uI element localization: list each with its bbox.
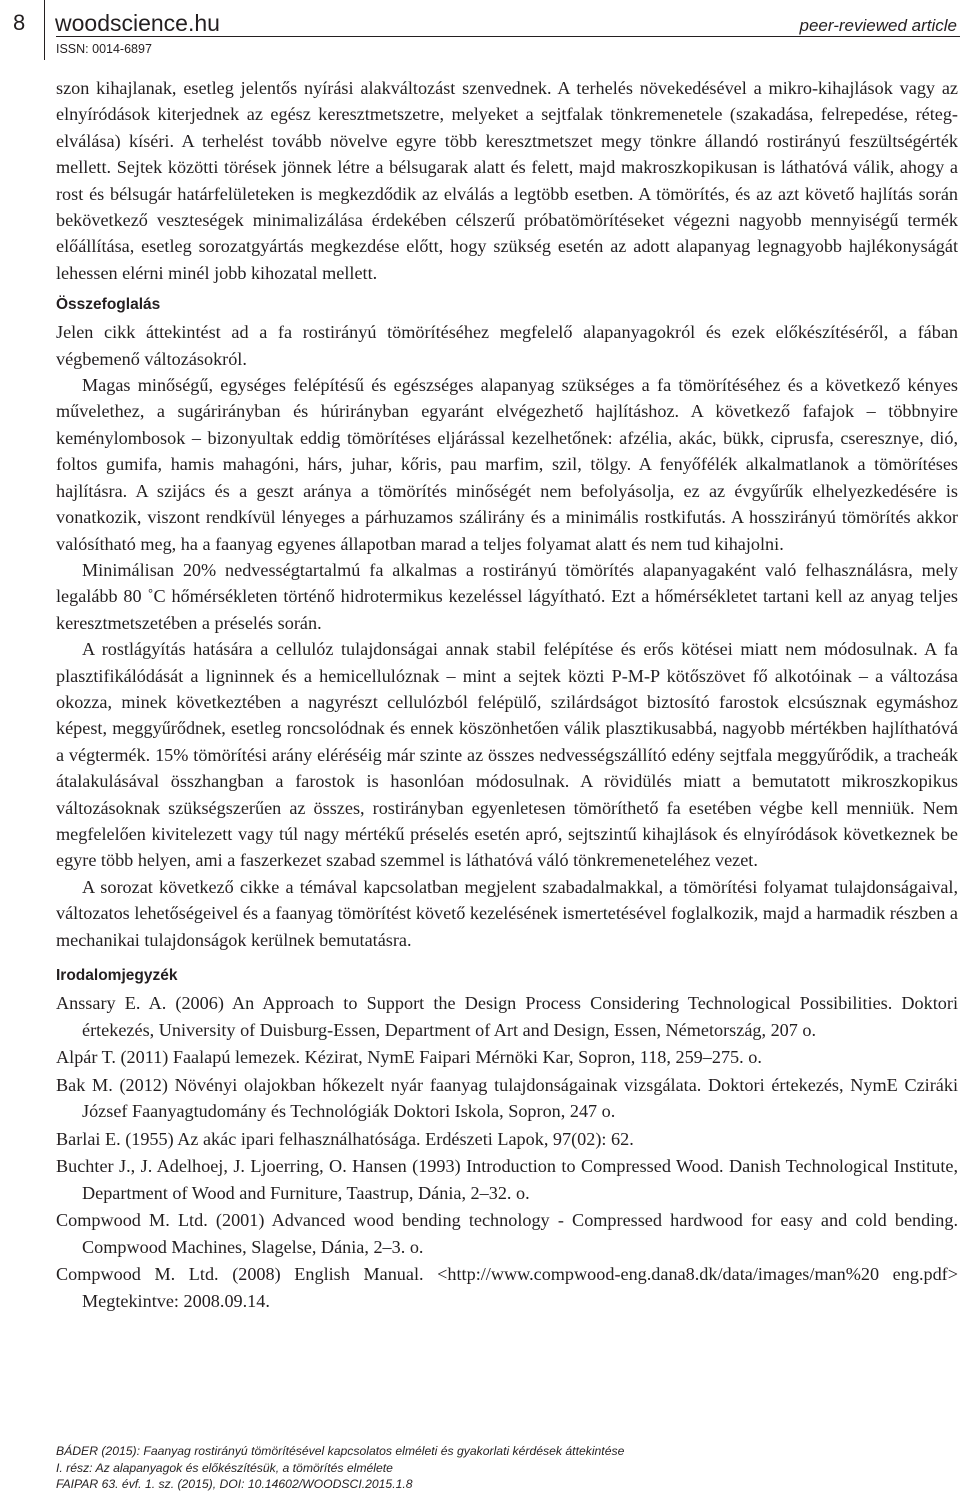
- reference-item: Bak M. (2012) Növényi olajokban hőkezelt nyár faanyag tulajdonságainak vizsgálata. Doktori értekezés, NymE Cziráki József Faanyagtudomány és Technológiák Doktori Iskola, Sopron, 247 o.: [56, 1074, 958, 1121]
- reference-item: Barlai E. (1955) Az akác ipari felhasználhatósága. Erdészeti Lapok, 97(02): 62.: [56, 1128, 634, 1149]
- reference-item: Compwood M. Ltd. (2001) Advanced wood bending technology - Compressed hardwood for easy and cold bending. Compwood Machines, Slagelse, Dánia, 2–3. o.: [56, 1210, 958, 1257]
- summary-paragraph: Jelen cikk áttekintést ad a fa rostirányú tömörítéséhez megfelelő alapanyagokról és ezek előkészítéséről, a fában végbemenő változásokról.: [56, 322, 958, 369]
- reference-item: Compwood M. Ltd. (2008) English Manual. <http://www.compwood-eng.dana8.dk/data/images/man%20 eng.pdf> Megtekintve: 2008.09.14.: [56, 1264, 958, 1311]
- page-footer: [56, 1443, 956, 1493]
- site-name: woodscience.hu: [55, 10, 220, 36]
- footer-citation: BÁDER (2015): Faanyag rostirányú tömörítésével kapcsolatos elméleti és gyakorlati kérdések áttekintése: [56, 1444, 625, 1458]
- header-vertical-rule: [44, 0, 45, 60]
- issn: ISSN: 0014-6897: [56, 42, 152, 56]
- header-rule: [56, 36, 960, 37]
- summary-paragraph: Minimálisan 20% nedvességtartalmú fa alkalmas a rostirányú tömörítés alapanyagaként való felhasználásra, mely legalább 80 ˚C hőmérsékleten történő hidrotermikus kezeléssel lágyítható. Ezt a hőmérsékletet tartani kell az anyag teljes keresztmetszetében a préselés során.: [56, 559, 958, 633]
- summary-heading: Összefoglalás: [56, 296, 161, 314]
- page-header: [0, 0, 960, 62]
- footer-part: I. rész: Az alapanyagok és előkészítésük, a tömörítés elmélete: [56, 1460, 393, 1475]
- article-body: [56, 75, 958, 1315]
- reference-item: Anssary E. A. (2006) An Approach to Support the Design Process Considering Technological Possibilities. Doktori értekezés, University of Duisburg-Essen, Department of Art and Design, Essen, Németország, 207 o.: [56, 993, 958, 1040]
- references-heading: Irodalomjegyzék: [56, 967, 178, 984]
- intro-paragraph: szon kihajlanak, esetleg jelentős nyírási alakváltozást szenvednek. A terhelés növekedésével a mikro-kihajlások vagy az elnyíródások kiterjednek az egész keresztmetszetre, melyeket a sejtfalak tönkremenetele (szakadása, felrepedése, réteg-elválása) kíséri. A terhelést tovább növelve egyre több keresztmetszet megy tönkre állandó rostirányú feszültségérték mellett. Sejtek közötti törések jönnek létre a bélsugarak alatt és felett, majd makroszkopikusan is láthatóvá válik, ahogy a rost és bélsugár határfelületeken is megkezdődik az elválás a legtöbb esetben. A tömörítés, és az azt követő hajlítás során bekövetkező veszteségek minimalizálása érdekében célszerű próbatömörítéseket végezni nagyobb mennyiségű termék előállítása, esetleg sorozatgyártás megkezdése előtt, hogy szükség esetén az adott alapanyag legnagyobb hajlékonyságát lehessen elérni minél jobb kihozatal mellett.: [56, 78, 958, 283]
- reference-item: Alpár T. (2011) Faalapú lemezek. Kézirat, NymE Faipari Mérnöki Kar, Sopron, 118, 259–275. o.: [56, 1047, 762, 1067]
- summary-paragraph: A rostlágyítás hatására a cellulóz tulajdonságai annak stabil felépítése és erős kötései miatt nem módosulnak. A fa plasztifikálódását a ligninnek és a hemicellulóznak – mint a sejtek közti P-M-P kötőszövet fő alkotóinak – a változása okozza, minek következtében a nagyrészt cellulózból felépülő, szilárdságot biztosító farostok elcsúsznak egymáshoz képest, meggyűrődnek, esetleg roncsolódnak és ennek köszönhetően válik plasztikusabbá, nagyobb mértékben hajlíthatóvá a végtermék. 15% tömörítési arány eléréséig már szinte az összes nedvességszállító edény sejtfala meggyűrődik, a tracheák átalakulásával összhangban a farostok is hasonlóan módosulnak. A rövidülés miatt a bemutatott mikroszkopikus változásoknak szükségszerűen az összes, rostirányban egyenletesen tömöríthető fa esetében végbe kell menniük. Nem megfelelően kivitelezett vagy túl nagy mértékű préselés esetén apró, sejtszintű kihajlások és elnyíródások következnek be egyre több helyen, ami a faszerkezet szabad szemmel is láthatóvá váló tönkremeneteléhez vezet.: [56, 639, 958, 871]
- footer-doi: FAIPAR 63. évf. 1. sz. (2015), DOI: 10.14602/WOODSCI.2015.1.8: [56, 1477, 413, 1492]
- summary-paragraph: Magas minőségű, egységes felépítésű és egészséges alapanyag szükséges a fa tömörítéséhez és a következő kényes művelethez, a sugárirányban és húrirányban egyaránt elvégezhető hajlításhoz. A következő fafajok – többnyire keménylombosok – bizonyultak eddig tömörítéses eljárással kezelhetőnek: afzélia, akác, bükk, ciprusfa, cseresznye, dió, foltos gumifa, hamis mahagóni, hárs, juhar, kőris, pau marfim, szil, tölgy. A fenyőfélék alkalmatlanok a tömörítéses hajlításra. A szijács és a geszt aránya a tömörítés minőségét nem befolyásolja, ez az évgyűrűk elhelyezkedésére is vonatkozik, viszont rendkívül lényeges a párhuzamos szálirány és a minimális rostkifutás. A hosszirányú tömörítés akkor valósítható meg, ha a faanyag egyenes állapotban marad a teljes folyamat alatt és nem tud kihajolni.: [56, 375, 958, 554]
- summary-paragraph: A sorozat következő cikke a témával kapcsolatban megjelent szabadalmakkal, a tömörítési folyamat tulajdonságaival, változatos lehetőségeivel és a faanyag tömörítést követő kezelésének ismertetésével foglalkozik, majd a harmadik részben a mechanikai tulajdonságok kerülnek bemutatásra.: [56, 876, 958, 950]
- article-type-tag: peer-reviewed article: [799, 16, 957, 35]
- reference-item: Buchter J., J. Adelhoej, J. Ljoerring, O. Hansen (1993) Introduction to Compressed Wood. Danish Technological Institute, Department of Wood and Furniture, Taastrup, Dánia, 2–32. o.: [56, 1156, 958, 1203]
- reference-list: [56, 990, 958, 1314]
- page-number: 8: [13, 10, 26, 35]
